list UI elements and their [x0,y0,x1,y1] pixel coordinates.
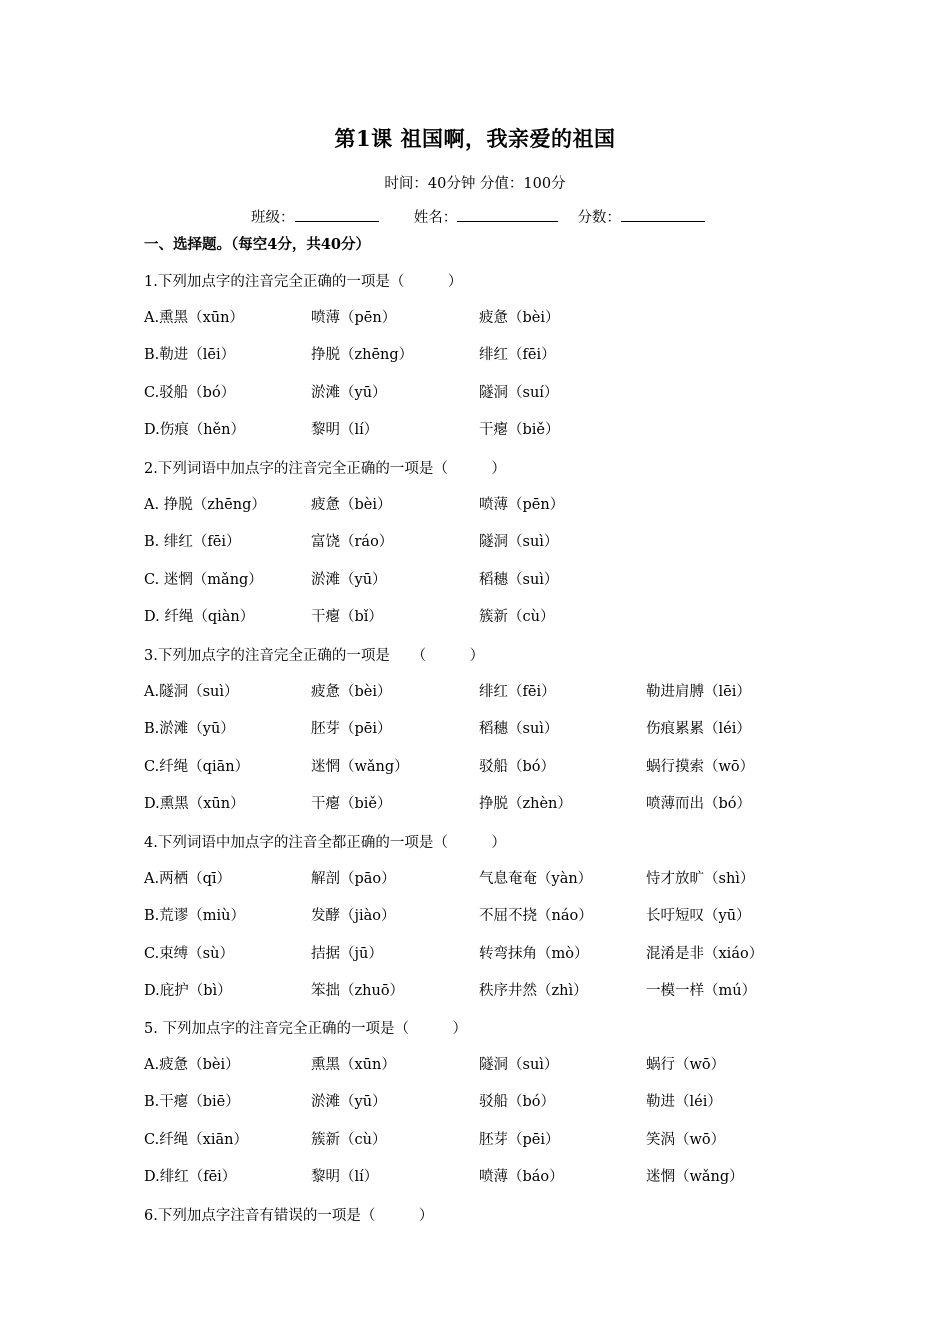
option-item: 干瘪（bǐ） [311,609,383,626]
option-item: 胚芽（pēi） [311,721,392,738]
option-row [144,904,844,926]
option-item: B.勒进（lēi） [144,347,236,364]
option-item: B.荒谬（miù） [144,908,245,925]
option-item: 混淆是非（xiáo） [646,945,764,962]
option-item: 胚芽（pēi） [479,1131,560,1148]
option-item: 驳船（bó） [479,1094,556,1111]
option-item: 秩序井然（zhì） [479,983,588,1000]
option-row [144,717,844,739]
option-item: 笑涡（wō） [646,1131,726,1148]
option-row [144,942,844,964]
option-item: 稻穗（suì） [479,721,559,738]
option-row [144,493,844,515]
option-item: 蜗行摸索（wō） [646,758,755,775]
option-row [144,1165,844,1187]
option-row [144,568,844,590]
option-item: 勒进肩膊（lēi） [646,684,751,700]
option-item: 疲惫（bèi） [479,310,560,326]
option-row [144,979,844,1001]
option-item: D.熏黑（xūn） [144,796,245,813]
option-item: 稻穗（suì） [479,571,559,588]
option-item: B.干瘪（biē） [144,1094,240,1111]
option-item: D.绯红（fēi） [144,1169,237,1186]
option-item: 挣脱（zhèn） [479,796,572,813]
option-item: 蜗行（wō） [646,1057,726,1073]
option-item: 淤滩（yū） [311,1094,387,1111]
section-heading: 一、选择题。（每空4分，共40分） [144,236,371,253]
option-item: D.伤痕（hěn） [144,422,245,439]
option-item: D. 纤绳（qiàn） [144,609,255,626]
option-item: 疲惫（bèi） [311,497,392,513]
option-item: C.纤绳（qiān） [144,758,250,775]
option-item: 疲惫（bèi） [311,684,392,700]
option-item: 簇新（cù） [479,609,555,626]
option-item: 喷薄而出（bó） [646,796,752,813]
option-item: 迷惘（wǎng） [646,1169,744,1186]
option-row [144,381,844,403]
question-stem: 2.下列词语中加点字的注音完全正确的一项是（ ） [144,461,506,477]
option-item: 不屈不挠（náo） [479,908,593,925]
option-item: A.疲惫（bèi） [144,1057,240,1073]
option-item: 绯红（fēi） [479,347,556,364]
class-label: 班级： [251,210,295,226]
option-item: C.纤绳（xiān） [144,1131,248,1148]
option-item: 隧洞（suì） [479,1057,559,1073]
option-item: 簇新（cù） [311,1131,387,1148]
option-item: C.束缚（sù） [144,945,234,962]
option-row [144,755,844,777]
option-item: 淤滩（yū） [311,384,387,401]
option-row [144,306,844,328]
option-row [144,680,844,702]
option-item: 绯红（fēi） [479,684,556,700]
option-item: 熏黑（xūn） [311,1057,396,1073]
question-stem: 1.下列加点字的注音完全正确的一项是（ ） [144,274,463,290]
option-item: 喷薄（báo） [479,1169,564,1186]
name-blank[interactable] [457,207,558,222]
option-item: 干瘪（biě） [479,422,560,439]
option-item: 长吁短叹（yū） [646,908,751,925]
question-stem: 5. 下列加点字的注音完全正确的一项是（ ） [144,1021,467,1037]
option-item: 隧洞（suí） [479,384,559,401]
option-item: 喷薄（pēn） [479,497,565,513]
option-item: 挣脱（zhēng） [311,347,414,364]
page-title: 第1课 祖国啊，我亲爱的祖国 [334,126,616,151]
option-item: A.熏黑（xūn） [144,310,244,326]
option-item: A.隧洞（suì） [144,684,239,700]
question-stem: 6.下列加点字注音有错误的一项是（ ） [144,1208,434,1224]
option-item: B.淤滩（yū） [144,721,235,738]
option-row [144,867,844,889]
option-item: 淤滩（yū） [311,571,387,588]
option-item: 富饶（ráo） [311,534,394,551]
option-row [144,1053,844,1075]
option-row [144,343,844,365]
option-item: 勒进（léi） [646,1094,722,1111]
option-item: 气息奄奄（yàn） [479,871,593,887]
option-item: C.驳船（bó） [144,384,236,401]
option-item: 笨拙（zhuō） [311,983,405,1000]
option-item: 喷薄（pēn） [311,310,397,326]
option-item: 转弯抹角（mò） [479,945,589,962]
option-row [144,1128,844,1150]
option-item: 驳船（bó） [479,758,556,775]
option-row [144,605,844,627]
question-stem: 4.下列词语中加点字的注音全都正确的一项是（ ） [144,835,506,851]
option-item: 迷惘（wǎng） [311,758,409,775]
option-item: B. 绯红（fēi） [144,534,241,551]
option-item: 解剖（pāo） [311,871,396,887]
class-blank[interactable] [295,207,379,222]
option-item: 恃才放旷（shì） [646,871,755,887]
option-item: D.庇护（bì） [144,983,232,1000]
option-item: 拮据（jū） [311,945,383,962]
name-label: 姓名： [413,210,458,226]
student-info-line [251,206,705,227]
option-item: C. 迷惘（mǎng） [144,571,263,588]
score-blank[interactable] [621,207,705,222]
option-row [144,792,844,814]
option-item: 隧洞（suì） [479,534,559,551]
option-item: A. 挣脱（zhēng） [144,497,266,513]
option-item: 黎明（lí） [311,422,379,439]
option-item: 黎明（lí） [311,1169,379,1186]
question-stem: 3.下列加点字的注音完全正确的一项是 （ ） [144,648,485,664]
option-item: A.两栖（qī） [144,871,231,887]
option-item: 发酵（jiào） [311,908,396,925]
exam-meta: 时间：40分钟 分值：100分 [384,176,566,192]
option-row [144,530,844,552]
score-label: 分数： [577,210,621,226]
option-row [144,1090,844,1112]
option-row [144,418,844,440]
option-item: 一模一样（mú） [646,983,757,1000]
option-item: 干瘪（biě） [311,796,392,813]
option-item: 伤痕累累（léi） [646,721,751,738]
